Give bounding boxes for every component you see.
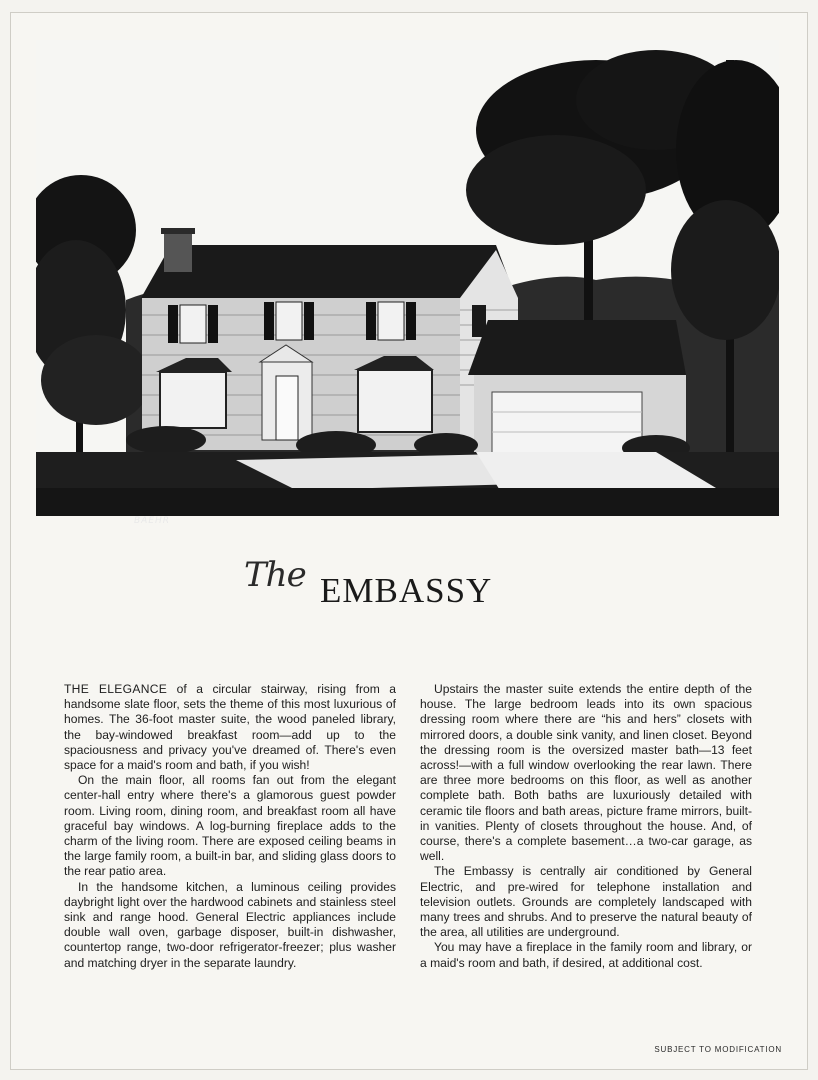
- body-column-left: [64, 682, 396, 971]
- title-main: EMBASSY: [320, 571, 493, 610]
- title-script: The: [244, 555, 306, 595]
- paragraph: On the main floor, all rooms fan out from the elegant center-hall entry where there's a glamorous guest powder room. Living room, dining room, and breakfast room all have graceful bay windows. A log-burning fireplace adds to the charm of the living room. There are exposed ceiling beams in the large family room, a built-in bar, and sliding glass doors to the rear patio area.: [64, 773, 396, 879]
- page-title: [240, 555, 540, 615]
- paragraph: The Embassy is centrally air conditioned by General Electric, and pre-wired for telephone installation and television outlets. Grounds are completely landscaped with many trees and shrubs. And to preserve the natural beauty of the area, all utilities are underground.: [420, 864, 752, 940]
- body-column-right: [420, 682, 752, 971]
- paragraph: [64, 682, 396, 773]
- lead-in: THE ELEGANCE: [64, 682, 168, 696]
- paragraph: Upstairs the master suite extends the entire depth of the house. The large bedroom leads into its own spacious dressing room where there are “his and hers” closets with mirrored doors, a double sink vanity, and linen closet. Beyond the dressing room is the oversized master bath—13 feet across!—with a full window overlooking the rear lawn. There are three more bedrooms on this floor, as well as another complete bath. Both baths are luxuriously detailed with ceramic tile floors and bath areas, picture frame mirrors, built-in vanities. Plenty of closets throughout the house. And, of course, there's a complete basement…a two-car garage, as well.: [420, 682, 752, 864]
- paragraph-text: of a circular stairway, rising from a handsome slate floor, sets the theme of this most luxurious of homes. The 36-foot master suite, the wood paneled library, the bay-windowed breakfast room—add up to the spaciousness and privacy you've dreamed of. There's even space for a maid's room and bath, if you wish!: [64, 682, 397, 773]
- artist-signature: BAEHR: [134, 516, 171, 526]
- paragraph: You may have a fireplace in the family room and library, or a maid's room and bath, if desired, at additional cost.: [420, 940, 752, 970]
- house-drawing: [36, 40, 779, 516]
- paragraph: In the handsome kitchen, a luminous ceiling provides daybright light over the hardwood cabinets and stainless steel sink and range hood. General Electric appliances include double wall oven, garbage disposer, built-in dishwasher, countertop range, two-door refrigerator-freezer; plus washer and matching dryer in the separate laundry.: [64, 879, 396, 970]
- house-illustration: [36, 40, 779, 526]
- footer-note: SUBJECT TO MODIFICATION: [654, 1045, 782, 1054]
